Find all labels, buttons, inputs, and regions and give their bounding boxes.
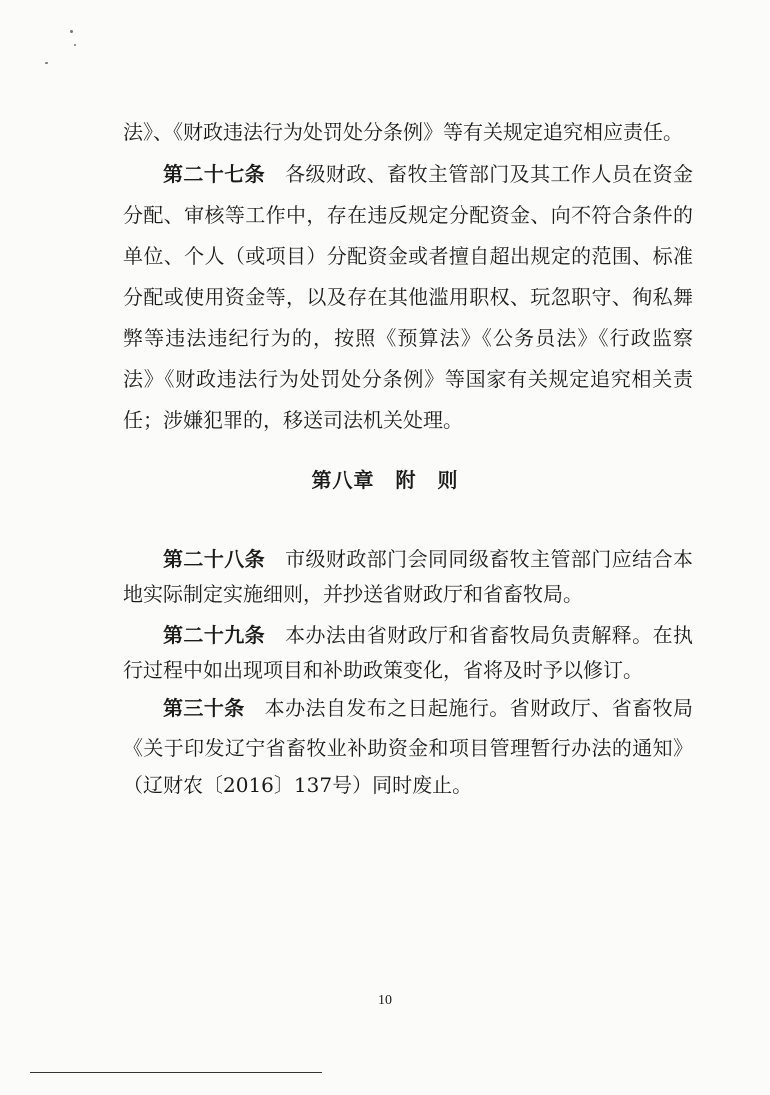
article-27-line: 法》《财政违法行为处罚处分条例》等国家有关规定追究相关责 [123,367,693,391]
article-28-first-line [163,545,693,573]
article-27-line: 单位、个人（或项目）分配资金或者擅自超出规定的范围、标准 [123,244,693,268]
article-27-line: 分配或使用资金等，以及存在其他滥用职权、玩忽职守、徇私舞 [123,285,693,309]
article-30-heading: 第三十条 [163,696,245,720]
article-29-line: 行过程中如出现项目和补助政策变化，省将及时予以修订。 [123,658,643,682]
article-27-text: 各级财政、畜牧主管部门及其工作人员在资金 [285,162,694,186]
article-30-text: 本办法自发布之日起施行。省财政厅、省畜牧局 [264,696,694,720]
article-28-line: 地实际制定实施细则，并抄送省财政厅和省畜牧局。 [123,582,583,606]
article-27-first-line [163,160,693,188]
continuation-line: 法》、《财政违法行为处罚处分条例》等有关规定追究相应责任。 [123,120,683,144]
scan-speck [45,62,48,64]
page-number: 10 [378,993,392,1008]
article-27-line: 分配、审核等工作中，存在违反规定分配资金、向不符合条件的 [123,203,693,227]
chapter-title: 第八章 附 则 [311,468,459,492]
article-30-line: （辽财农〔2016〕137号）同时废止。 [123,773,473,797]
footer-rule [30,1072,322,1073]
article-27-line: 弊等违法违纪行为的，按照《预算法》《公务员法》《行政监察 [123,326,693,350]
article-30-first-line [163,694,693,722]
article-29-first-line [163,621,693,649]
scan-speck [74,44,76,46]
article-29-text: 本办法由省财政厅和省畜牧局负责解释。在执 [285,623,694,647]
article-27-heading: 第二十七条 [163,162,266,186]
article-29-heading: 第二十九条 [163,623,266,647]
article-28-heading: 第二十八条 [163,547,266,571]
scan-speck [70,30,73,33]
article-27-line: 任；涉嫌犯罪的，移送司法机关处理。 [123,408,463,432]
article-28-text: 市级财政部门会同同级畜牧主管部门应结合本 [285,547,694,571]
article-30-line: 《关于印发辽宁省畜牧业补助资金和项目管理暂行办法的通知》 [123,736,693,760]
